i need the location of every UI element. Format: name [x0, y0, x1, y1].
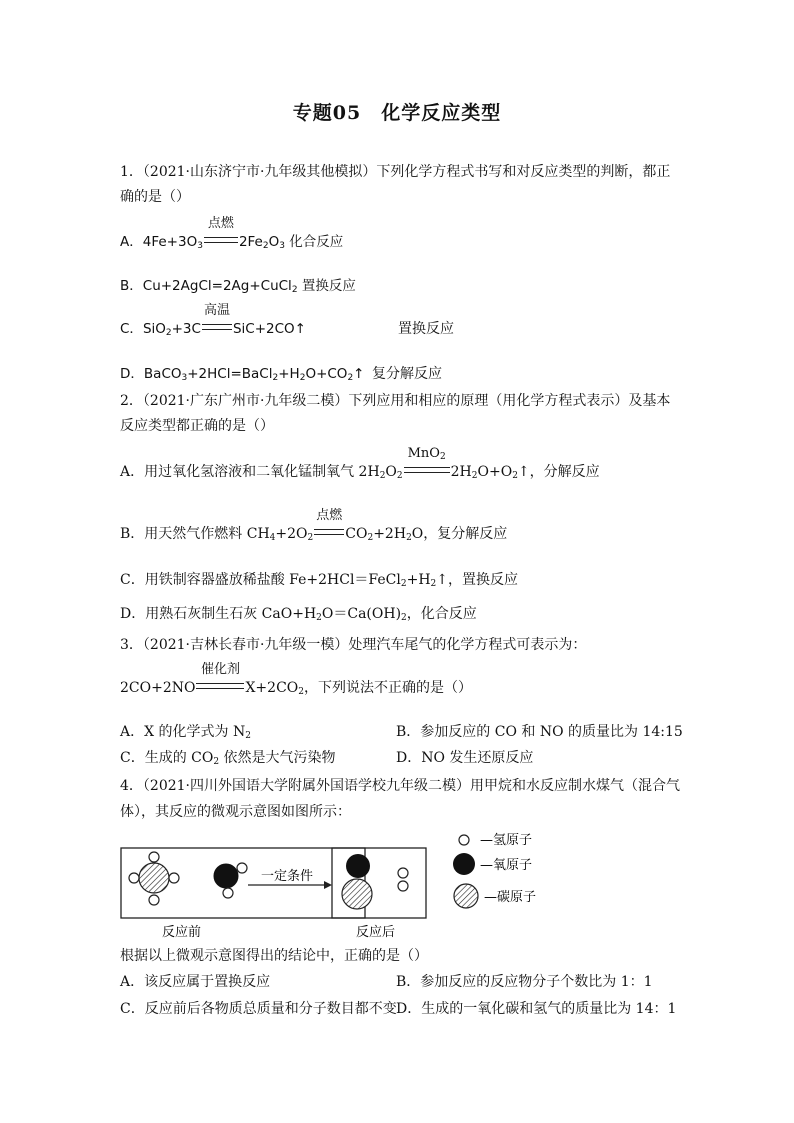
- q3-option-a: A．X 的化学式为 $N_2$: [120, 724, 251, 741]
- q2-option-c: C．用铁制容器盛放稀盐酸 $Fe+2HCl=FeCl_2+H_2↑$，置换反应: [120, 572, 519, 589]
- before-label: 反应前: [162, 925, 202, 940]
- reaction-condition: MnO$_2$: [404, 462, 450, 482]
- after-label: 反应后: [356, 925, 396, 940]
- q4-stem-line2: 体），其反应的微观示意图如图所示：: [120, 804, 351, 820]
- q1-option-d: D．$BaCO_3+2HCl=BaCl_2+H_2O+CO_2↑$: [120, 366, 365, 383]
- legend-oxygen-label: —氧原子: [480, 858, 533, 873]
- q4-option-b: B．参加反应的反应物分子个数比为 1：1: [396, 974, 653, 990]
- hydrogen-atom: [398, 881, 408, 891]
- reaction-condition: 点燃: [314, 524, 344, 544]
- q2-stem-line1: 2．（2021·广东广州市·九年级二模）下列应用和相应的原理（用化学方程式表示）及基本: [120, 393, 671, 409]
- q1-option-b: B．Cu+2AgCl=2Ag+CuCl$_2$ 置换反应: [120, 278, 356, 295]
- q1-option-c: C．SiO$_2$+3C 高温 SiC+2CO↑: [120, 303, 306, 338]
- q2-option-d: D．用熟石灰制生石灰 $CaO+H_2O=Ca(OH)_2$，化合反应: [120, 606, 477, 623]
- oxygen-atom: [346, 854, 370, 878]
- page-title: 专题05 化学反应类型: [292, 102, 502, 124]
- legend-carbon-icon: [454, 884, 478, 908]
- q1-stem-line2: 确的是（）: [120, 189, 190, 205]
- hydrogen-atom: [237, 863, 247, 873]
- arrow-label: 一定条件: [261, 869, 314, 884]
- q2-stem-line2: 反应类型都正确的是（）: [120, 418, 274, 434]
- hydrogen-atom: [149, 852, 159, 862]
- carbon-atom: [342, 879, 372, 909]
- q1-option-d-type: 复分解反应: [372, 366, 442, 382]
- q1-option-a: A．$4Fe+3O_3$ 点燃 $2Fe_2O_3$ 化合反应: [120, 216, 344, 251]
- q3-option-c: C．生成的 $CO_2$ 依然是大气污染物: [120, 750, 336, 767]
- legend-hydrogen-label: —氢原子: [480, 833, 533, 848]
- hydrogen-atom: [223, 888, 233, 898]
- carbon-atom: [139, 863, 169, 893]
- legend-hydrogen-icon: [459, 835, 469, 845]
- reaction-condition: 高温: [202, 319, 232, 339]
- reaction-condition: 点燃: [204, 232, 238, 252]
- oxygen-atom: [214, 864, 238, 888]
- q2-option-b: B．用天然气作燃料 $CH_4+2O_2$ 点燃 $CO_2+2H_2O$，复分解反应: [120, 508, 508, 543]
- q4-option-a: A．该反应属于置换反应: [120, 974, 271, 990]
- legend-oxygen-icon: [453, 853, 475, 875]
- q3-stem: 3．（2021·吉林长春市·九年级一模）处理汽车尾气的化学方程式可表示为：: [120, 637, 587, 653]
- reaction-micro-diagram: [118, 826, 588, 942]
- hydrogen-atom: [398, 868, 408, 878]
- arrow-head: [324, 881, 332, 889]
- hydrogen-atom: [169, 873, 179, 883]
- q4-option-c: C．反应前后各物质总质量和分子数目都不变: [120, 1001, 397, 1017]
- q3-option-d: D．NO 发生还原反应: [396, 750, 534, 766]
- q4-option-d: D．生成的一氧化碳和氢气的质量比为 14：1: [396, 1001, 677, 1017]
- q4-question: 根据以上微观示意图得出的结论中，正确的是（）: [120, 948, 428, 964]
- q4-stem-line1: 4．（2021·四川外国语大学附属外国语学校九年级二模）用甲烷和水反应制水煤气（混合气: [120, 778, 680, 794]
- q3-option-b: B．参加反应的 CO 和 NO 的质量比为 14:15: [396, 724, 683, 740]
- q3-equation: 2CO+2NO 催化剂 $X+2CO_2$，下列说法不正确的是（）: [120, 662, 472, 697]
- q1-stem-line1: 1．（2021·山东济宁市·九年级其他模拟）下列化学方程式书写和对反应类型的判断，都正: [120, 164, 671, 180]
- hydrogen-atom: [129, 873, 139, 883]
- q1-option-c-type: 置换反应: [398, 321, 454, 337]
- reaction-condition: 催化剂: [196, 678, 244, 698]
- hydrogen-atom: [149, 895, 159, 905]
- q2-option-a: A．用过氧化氢溶液和二氧化锰制氧气 $2H_2O_2$ MnO$_2$ $2H_2O+O_2↑$，分解反应: [120, 446, 600, 481]
- legend-carbon-label: —碳原子: [484, 890, 537, 905]
